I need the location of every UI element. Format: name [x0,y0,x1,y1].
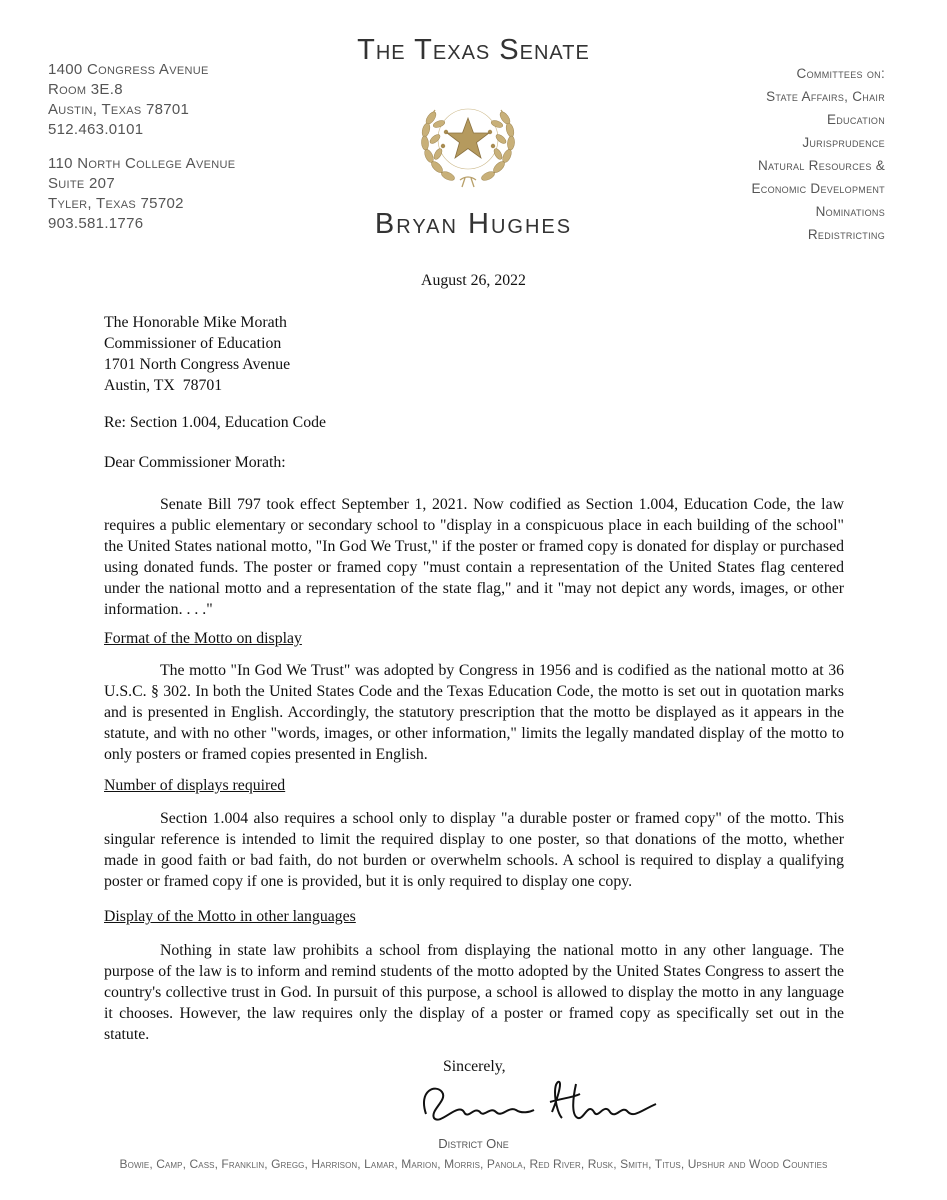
recipient-block [104,312,844,396]
committee-item: Education [826,112,885,127]
address-line: 1400 Congress Avenue [48,61,209,78]
committee-item: Redistricting [807,227,885,242]
address-line: Suite 207 [48,175,115,192]
committee-item: Natural Resources & [757,158,885,173]
address-line: Austin, Texas 78701 [48,101,190,118]
texas-star-wreath-seal-icon [413,84,523,194]
paragraph-languages: Nothing in state law prohibits a school from displaying the national motto in any other language. The purpose of the law is to inform and remind students of the motto adopted by the United States Congress to assert the country's collective trust in God. In pursuit of this purpose, a school is allowed to display the motto in any language it chooses. However, the law requires only the display of a poster or framed copy as specifically set out in the statute. [104,942,844,1043]
district-label: District One [438,1136,509,1151]
committee-item: State Affairs, Chair [766,89,885,104]
recipient-line: Austin, TX 78701 [104,377,223,394]
paragraph-format: The motto "In God We Trust" was adopted by Congress in 1956 and is codified as the national motto at 36 U.S.C. § 302. In both the United States Code and the Texas Education Code, the motto is set out in quotation marks and is presented in English. Accordingly, the statutory prescription that the motto be displayed as it appears in the statute, and with no other "words, images, or other information," limits the legally mandated display of the motto to only posters or framed copies presented in English. [104,662,844,763]
recipient-line: 1701 North Congress Avenue [104,356,291,373]
section-heading-number: Number of displays required [104,777,286,794]
committees-block [625,62,885,246]
recipient-line: The Honorable Mike Morath [104,314,287,331]
senate-title: The Texas Senate [357,34,590,66]
committee-item: Nominations [815,204,885,219]
recipient-line: Commissioner of Education [104,335,282,352]
phone-number: 903.581.1776 [48,215,144,232]
committees-heading: Committees on: [796,66,885,81]
address-line: Room 3E.8 [48,81,123,98]
address-line: Tyler, Texas 75702 [48,195,184,212]
section-heading-languages: Display of the Motto in other languages [104,908,356,925]
salutation: Dear Commissioner Morath: [104,454,286,471]
letter-date: August 26, 2022 [421,272,526,289]
paragraph-number: Section 1.004 also requires a school only to display "a durable poster or framed copy" of the motto. This singular reference is intended to limit the required display to one poster, so that donations of the motto, whether made in good faith or bad faith, do not burden or overwhelm schools. A school is required to display a qualifying poster or framed copy if one is provided, but it is only required to display one copy. [104,810,844,890]
subject-line: Re: Section 1.004, Education Code [104,414,326,431]
handwritten-signature [412,1072,672,1132]
senator-name: Bryan Hughes [374,208,573,240]
section-heading-format: Format of the Motto on display [104,630,302,647]
committee-item: Jurisprudence [802,135,885,150]
committee-item: Economic Development [751,181,885,196]
counties-list: Bowie, Camp, Cass, Franklin, Gregg, Harrison, Lamar, Marion, Morris, Panola, Red River, Rusk, Smith, Titus, Upshur and Wood Counties [119,1157,828,1171]
paragraph-intro: Senate Bill 797 took effect September 1, 2021. Now codified as Section 1.004, Education Code, the law requires a public elementary or secondary school to "display in a conspicuous place in each building of the school" the United States national motto, "In God We Trust," if the poster or framed copy is donated for display or purchased using donated funds. The poster or framed copy "must contain a representation of the United States flag centered under the national motto and a representation of the state flag," and it "may not depict any words, images, or other information. . . ." [104,496,844,618]
address-line: 110 North College Avenue [48,155,236,172]
closing: Sincerely, [443,1058,506,1075]
phone-number: 512.463.0101 [48,121,144,138]
